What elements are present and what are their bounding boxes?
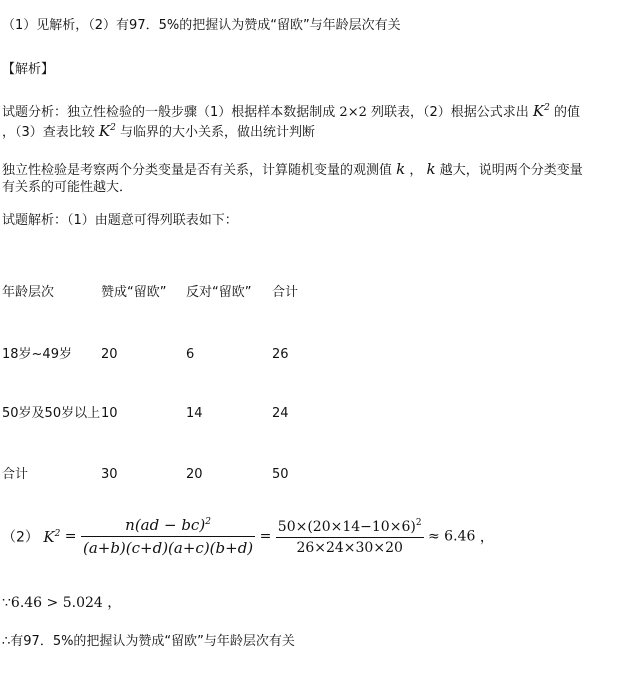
numeric-fraction bbox=[276, 518, 424, 556]
k-squared-symbol: $K^2$ bbox=[43, 527, 61, 546]
general-fraction bbox=[81, 516, 255, 557]
explanation-line-1: 独立性检验是考察两个分类变量是否有关系，计算随机变量的观测值 k ， k 越大，说明两个分类变量 bbox=[2, 160, 583, 178]
table-header: 年龄层次 bbox=[2, 285, 55, 300]
table-cell: 20 bbox=[101, 347, 118, 362]
explanation-line-2: 有关系的可能性越大． bbox=[2, 180, 133, 195]
k-symbol: k bbox=[396, 160, 406, 178]
approx-value: ≈ 6.46 bbox=[428, 528, 476, 545]
formula-label: （2） bbox=[2, 529, 39, 546]
table-cell: 20 bbox=[186, 467, 203, 482]
conclusion-line: ∴有97．5%的把握认为赞成“留欧”与年龄层次有关 bbox=[2, 634, 295, 649]
table-size-2x2: 2×2 bbox=[339, 105, 367, 120]
table-cell: 合计 bbox=[2, 467, 29, 482]
table-cell: 50 bbox=[272, 467, 289, 482]
table-cell: 50岁及50岁以上 bbox=[2, 406, 101, 421]
table-header: 合计 bbox=[272, 285, 299, 300]
k-squared-symbol: $K^2$ bbox=[98, 122, 116, 140]
fraction-numerator: $50\times(20\times 14-10\times 6)^2$ bbox=[277, 517, 422, 535]
fraction-denominator: 26×24×30×20 bbox=[276, 537, 424, 556]
table-header: 反对“留欧” bbox=[186, 285, 252, 300]
table-cell: 6 bbox=[186, 347, 195, 362]
equals-sign: = bbox=[259, 528, 272, 545]
table-cell: 24 bbox=[272, 406, 289, 421]
answer-summary: （1）见解析，（2）有97．5%的把握认为赞成“留欧”与年龄层次有关 bbox=[2, 18, 401, 33]
k-squared-symbol: $K^2$ bbox=[532, 102, 550, 120]
table-cell: 10 bbox=[101, 406, 118, 421]
formula-tail: ， bbox=[479, 529, 494, 546]
table-cell: 26 bbox=[272, 347, 289, 362]
k-symbol: k bbox=[426, 160, 436, 178]
analysis-line-2: ，（3）查表比较 $K^2$ 与临界的大小关系，做出统计判断 bbox=[2, 122, 316, 140]
analysis-line-1: 试题分析：独立性检验的一般步骤（1）根据样本数据制成 2×2 列联表，（2）根据公式求出 $K^2$ 的值 bbox=[2, 102, 581, 120]
fraction-denominator: (a+b)(c+d)(a+c)(b+d) bbox=[81, 536, 255, 557]
table-cell: 18岁~49岁 bbox=[2, 347, 72, 362]
equals-sign: = bbox=[64, 528, 77, 545]
table-header: 赞成“留欧” bbox=[101, 285, 167, 300]
fraction-numerator: n(ad − bc)$^2$ bbox=[125, 516, 211, 534]
solution-intro: 试题解析：（1）由题意可得列联表如下： bbox=[2, 213, 238, 228]
analysis-heading: 【解析】 bbox=[2, 62, 55, 77]
table-cell: 14 bbox=[186, 406, 203, 421]
table-cell: 30 bbox=[101, 467, 118, 482]
because-line: ∵6.46 > 5.024 ， bbox=[2, 595, 122, 611]
k-squared-formula bbox=[2, 516, 494, 557]
